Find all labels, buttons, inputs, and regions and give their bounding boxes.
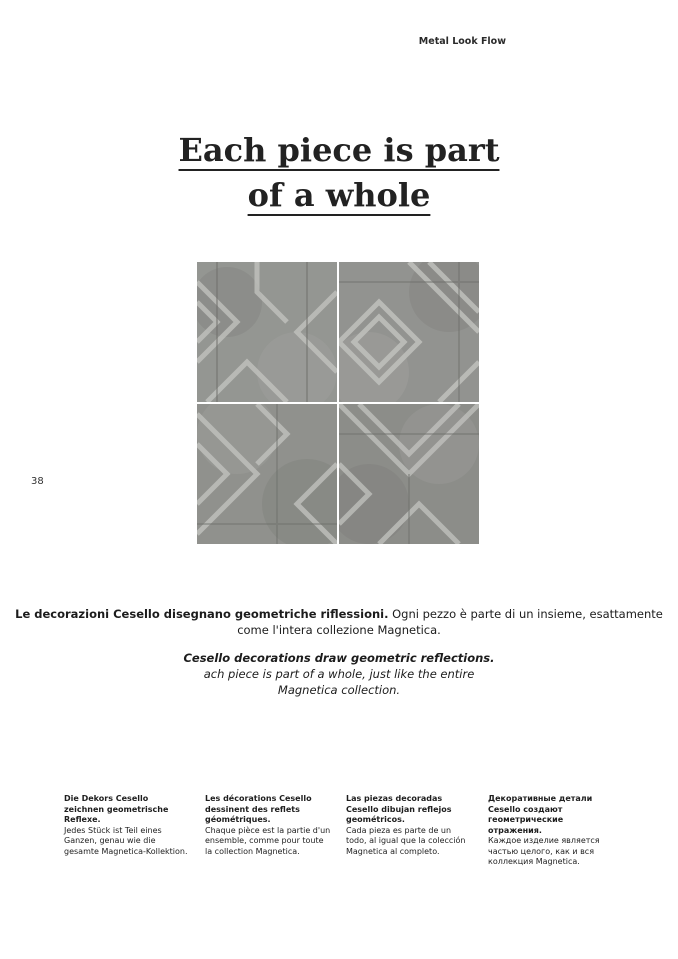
intro-text — [0, 606, 678, 698]
translation-russian-bold: Декоративные детали Cesello создают геометрические отражения. — [488, 794, 593, 835]
translation-german — [64, 794, 190, 857]
intro-italian-bold: Le decorazioni Cesello disegnano geometriche riflessioni. — [15, 607, 389, 621]
translation-russian — [488, 794, 614, 868]
page-number: 38 — [31, 476, 44, 487]
tile-top-left — [197, 262, 337, 402]
tile-bottom-right — [339, 404, 479, 544]
page-headline — [0, 128, 678, 218]
tile-composition-image — [197, 262, 479, 544]
translation-french-bold: Les décorations Cesello dessinent des reflets géométriques. — [205, 794, 312, 824]
intro-italian — [0, 606, 678, 638]
translation-french-body: Chaque pièce est la partie d'un ensemble, comme pour toute la collection Magnetica. — [205, 825, 331, 856]
translation-german-bold: Die Dekors Cesello zeichnen geometrische Reflexe. — [64, 794, 169, 824]
intro-english-line-2: ach piece is part of a whole, just like the entire — [203, 667, 475, 681]
headline-line-1: Each piece is part — [178, 131, 500, 169]
section-label: Metal Look Flow — [418, 36, 506, 47]
translation-german-body: Jedes Stück ist Teil eines Ganzen, genau wie die gesamte Magnetica-Kollektion. — [64, 825, 188, 856]
tile-bottom-left — [197, 404, 337, 544]
translation-spanish-bold: Las piezas decoradas Cesello dibujan reflejos geométricos. — [346, 794, 452, 824]
translation-russian-body: Каждое изделие является частью целого, как и вся коллекция Magnetica. — [488, 836, 600, 866]
intro-english — [0, 650, 678, 698]
translation-spanish — [346, 794, 472, 857]
intro-italian-regular: Ogni pezzo è parte di un insieme, esattamente come l'intera collezione Magnetica. — [237, 607, 663, 637]
tile-top-right — [339, 262, 479, 402]
translation-french — [205, 794, 331, 857]
intro-english-line-3: Magnetica collection. — [277, 683, 401, 697]
translation-spanish-body: Cada pieza es parte de un todo, al igual que la colección Magnetica al completo. — [346, 825, 466, 856]
headline-line-2: of a whole — [247, 176, 431, 214]
intro-english-line-1: Cesello decorations draw geometric reflections. — [183, 651, 495, 665]
